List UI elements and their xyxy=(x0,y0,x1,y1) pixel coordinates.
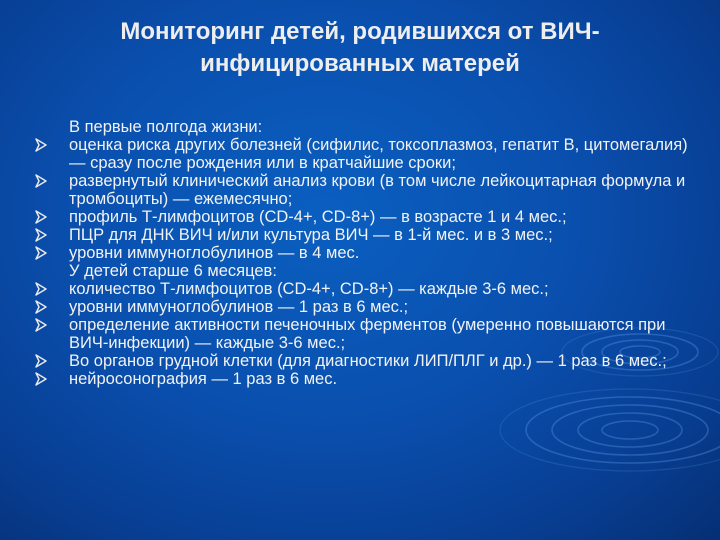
arrowhead-bullet-icon xyxy=(34,354,48,368)
list-item-text: уровни иммуноглобулинов — 1 раз в 6 мес.; xyxy=(69,298,409,316)
section-heading-older-than-6-months xyxy=(34,262,694,280)
arrowhead-bullet-icon xyxy=(34,300,48,314)
arrowhead-bullet-icon xyxy=(34,138,48,152)
section-heading-text: У детей старше 6 месяцев: xyxy=(69,262,277,280)
arrowhead-bullet-icon xyxy=(34,372,48,386)
section-heading-text: В первые полгода жизни: xyxy=(69,118,263,136)
list-item-text: определение активности печеночных ферментов (умеренно повышаются при ВИЧ-инфекции) — каждые 3-6 мес.; xyxy=(69,316,666,352)
list-item xyxy=(34,352,694,370)
list-item xyxy=(34,172,694,208)
arrowhead-bullet-icon xyxy=(34,282,48,296)
slide-content xyxy=(34,118,694,388)
slide-title-line-2: инфицированных матерей xyxy=(200,50,520,77)
list-item xyxy=(34,136,694,172)
slide-title-line-1: Мониторинг детей, родившихся от ВИЧ- xyxy=(120,18,600,45)
list-item-text: нейросонография — 1 раз в 6 мес. xyxy=(69,370,338,388)
list-item-text: количество Т-лимфоцитов (CD-4+, CD-8+) — каждые 3-6 мес.; xyxy=(69,280,549,298)
list-item-text: ПЦР для ДНК ВИЧ и/или культура ВИЧ — в 1-й мес. и в 3 мес.; xyxy=(69,226,553,244)
list-item-text: оценка риска других болезней (сифилис, токсоплазмоз, гепатит В, цитомегалия) — сразу после рождения или в кратчайшие сроки; xyxy=(69,136,688,172)
list-item xyxy=(34,244,694,262)
list-item xyxy=(34,226,694,244)
arrowhead-bullet-icon xyxy=(34,174,48,188)
list-item xyxy=(34,370,694,388)
list-item xyxy=(34,316,694,352)
arrowhead-bullet-icon xyxy=(34,318,48,332)
slide-title xyxy=(40,16,680,80)
list-item xyxy=(34,298,694,316)
list-item xyxy=(34,280,694,298)
list-item-text: развернутый клинический анализ крови (в том числе лейкоцитарная формула и тромбоциты) — ежемесячно; xyxy=(69,172,686,208)
list-item-text: Во органов грудной клетки (для диагностики ЛИП/ПЛГ и др.) — 1 раз в 6 мес.; xyxy=(69,352,667,370)
list-item-text: уровни иммуноглобулинов — в 4 мес. xyxy=(69,244,360,262)
arrowhead-bullet-icon xyxy=(34,210,48,224)
arrowhead-bullet-icon xyxy=(34,246,48,260)
arrowhead-bullet-icon xyxy=(34,228,48,242)
list-item xyxy=(34,208,694,226)
list-item-text: профиль Т-лимфоцитов (CD-4+, CD-8+) — в возрасте 1 и 4 мес.; xyxy=(69,208,567,226)
section-heading-first-half-year xyxy=(34,118,694,136)
